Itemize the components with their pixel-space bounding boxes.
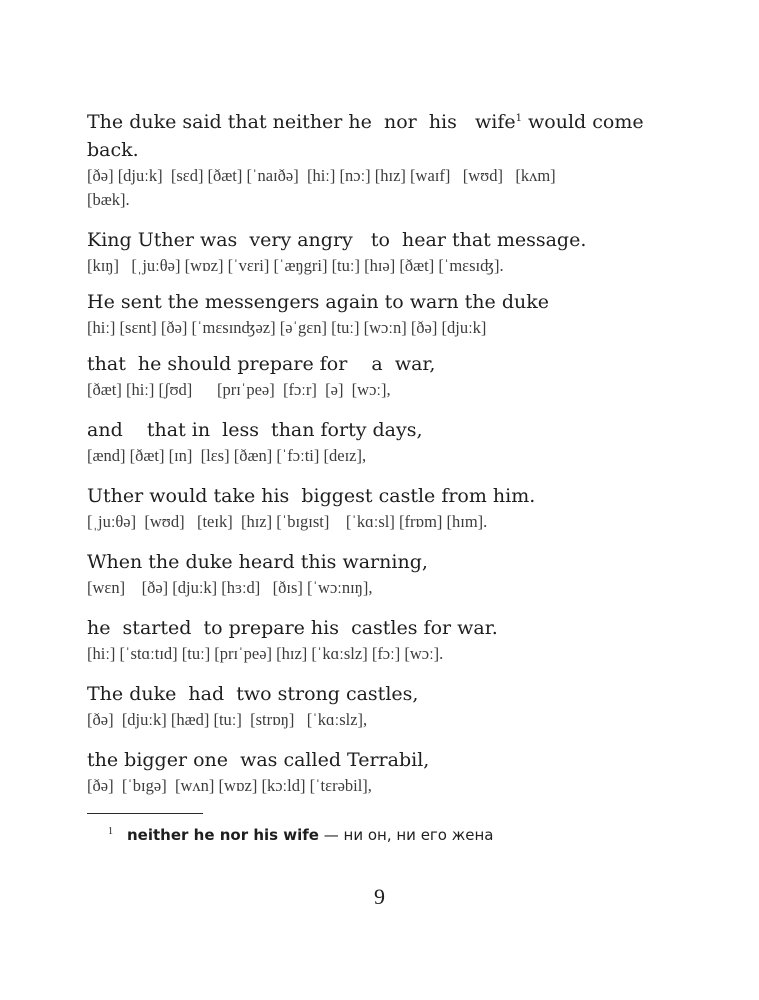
transcription-line: [hiː] [sɛnt] [ðə] [ˈmɛsɪnʤəz] [əˈgɛn] [tuː] [wɔːn] [ðə] [djuːk] <box>87 318 487 337</box>
sentence-4 <box>87 350 647 402</box>
transcription-line: [ðə] [djuːk] [sɛd] [ðæt] [ˈnaɪðə] [hiː] [nɔː] [hɪz] [waɪf] [wʊd] [kʌm] [bæk]. <box>87 166 556 209</box>
sentence-7 <box>87 548 647 600</box>
transcription-line: [ðə] [ˈbɪgə] [wʌn] [wɒz] [kɔːld] [ˈtɛrəbil], <box>87 776 372 795</box>
english-line: When the duke heard this warning, <box>87 551 428 573</box>
footnote-term: neither he nor his wife <box>127 826 319 844</box>
english-line: He sent the messengers again to warn the duke <box>87 291 549 313</box>
transcription-line: [wɛn] [ðə] [djuːk] [hɜːd] [ðɪs] [ˈwɔːnɪŋ], <box>87 578 373 597</box>
transcription-line: [ænd] [ðæt] [ɪn] [lɛs] [ðæn] [ˈfɔːti] [deɪz], <box>87 446 367 465</box>
english-line: The duke said that neither he nor his wife$^1$ would come back. <box>87 111 650 161</box>
footnote <box>108 824 668 849</box>
english-line: that he should prepare for a war, <box>87 353 436 375</box>
page-number: 9 <box>374 884 385 909</box>
sentence-9 <box>87 680 647 732</box>
transcription-line: [ðə] [djuːk] [hæd] [tuː] [strɒŋ] [ˈkɑːslz], <box>87 710 368 729</box>
transcription-line: [hiː] [ˈstɑːtɪd] [tuː] [prɪˈpeə] [hɪz] [ˈkɑːslz] [fɔː] [wɔː]. <box>87 644 444 663</box>
passage <box>87 108 650 798</box>
english-line: the bigger one was called Terrabil, <box>87 749 430 771</box>
sentence-3 <box>87 288 647 340</box>
sentence-5 <box>87 416 647 468</box>
transcription-line: [ˌjuːθə] [wʊd] [teɪk] [hɪz] [ˈbɪgɪst] [ˈkɑːsl] [frɒm] [hɪm]. <box>87 512 488 531</box>
transcription-line: [kɪŋ] [ˌjuːθə] [wɒz] [ˈvɛri] [ˈæŋgri] [tuː] [hɪə] [ðæt] [ˈmɛsɪʤ]. <box>87 256 504 275</box>
sentence-6 <box>87 482 647 534</box>
transcription-line: [ðæt] [hiː] [ʃʊd] [prɪˈpeə] [fɔːr] [ə] [wɔː], <box>87 380 391 399</box>
english-line: The duke had two strong castles, <box>87 683 419 705</box>
sentence-10 <box>87 746 647 798</box>
footnote-number: 1 <box>108 826 113 837</box>
english-line: and that in less than forty days, <box>87 419 423 441</box>
english-line: Uther would take his biggest castle from him. <box>87 485 536 507</box>
sentence-2 <box>87 226 647 278</box>
sentence-8 <box>87 614 647 666</box>
english-line: he started to prepare his castles for war. <box>87 617 498 639</box>
footnote-translation: — ни он, ни его жена <box>318 826 494 844</box>
footnote-divider <box>87 813 203 814</box>
english-line: King Uther was very angry to hear that message. <box>87 229 587 251</box>
sentence-1 <box>87 108 650 212</box>
footnote-reference: 1 <box>515 113 522 124</box>
